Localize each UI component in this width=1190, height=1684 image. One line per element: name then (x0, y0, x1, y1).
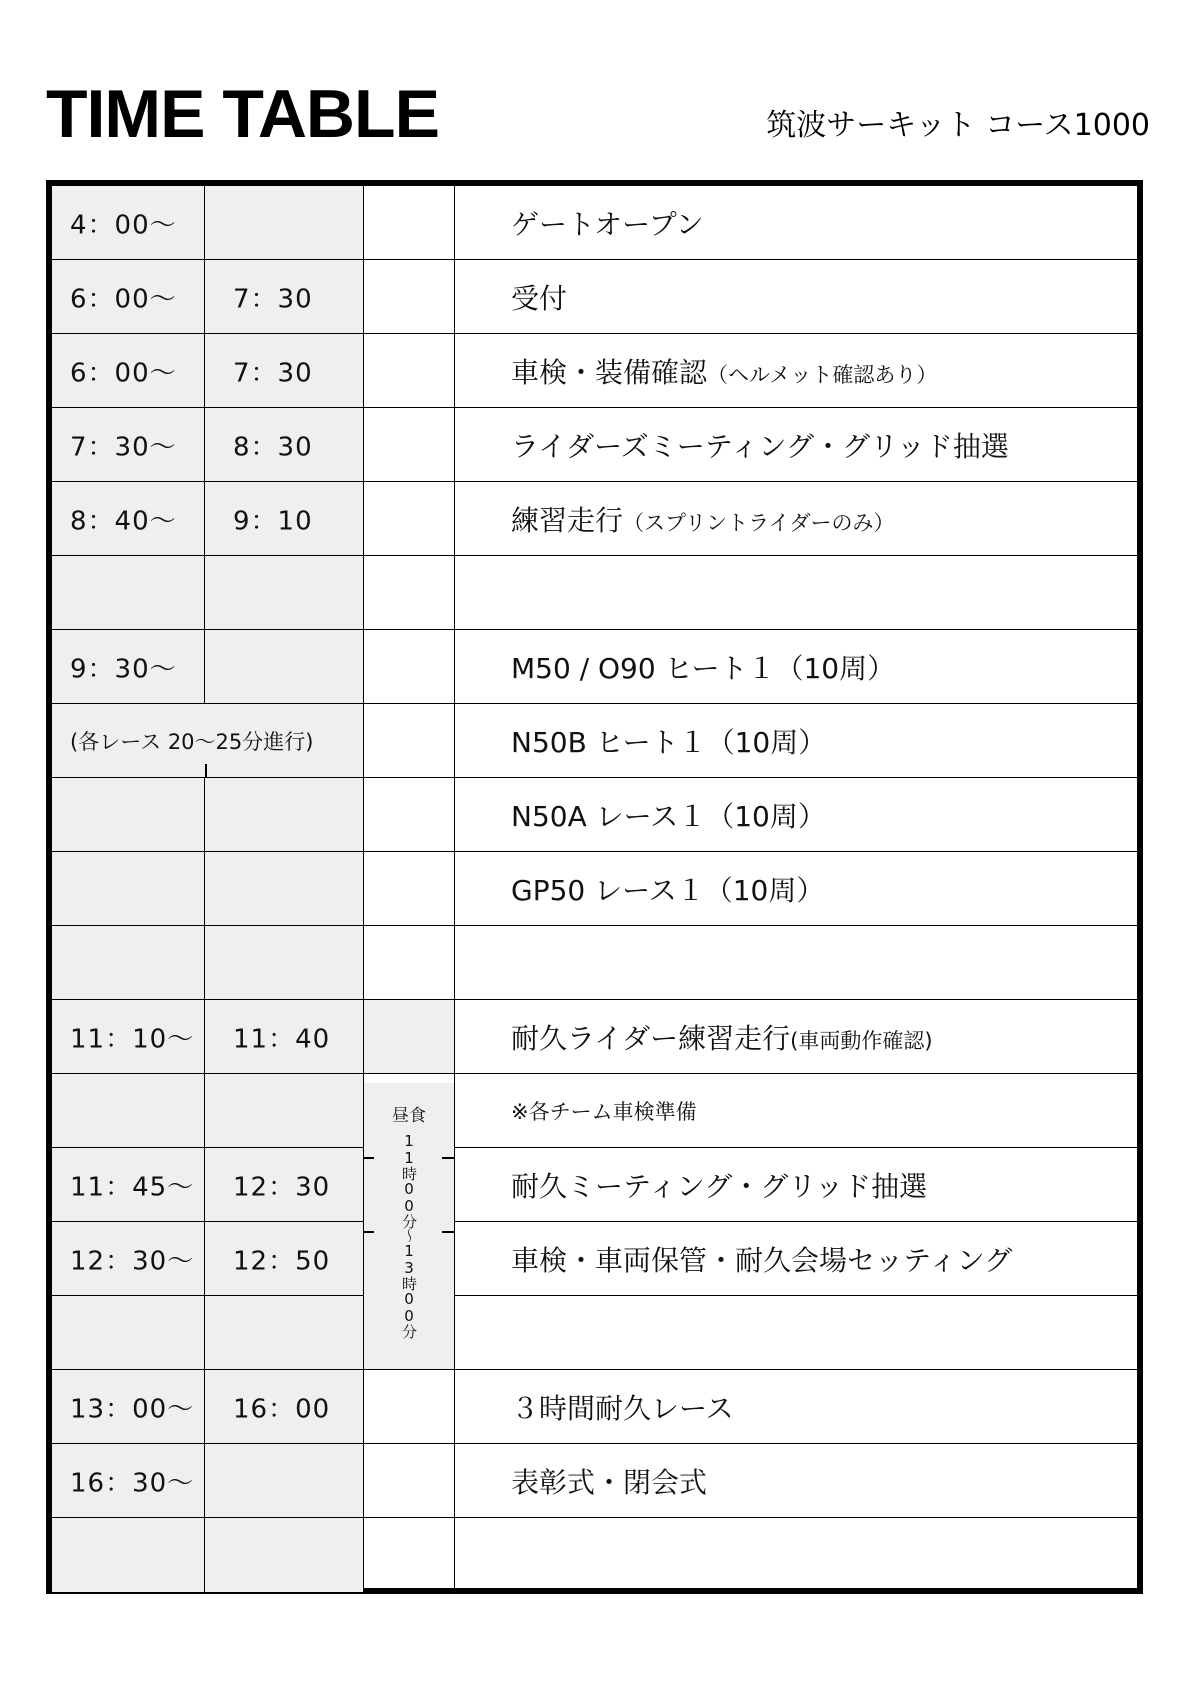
event-name: ライダーズミーティング・グリッド抽選 (511, 429, 1009, 463)
event-name: GP50 レース１（10周） (511, 873, 825, 907)
row-divider (442, 1157, 454, 1159)
start-time-cell (52, 260, 205, 333)
start-time-cell (52, 852, 205, 925)
start-time: 9：30〜 (70, 654, 177, 684)
event-name: 車検・装備確認 (511, 355, 708, 389)
lunch-column-cell (364, 852, 455, 925)
event-cell (455, 630, 1137, 703)
event-cell (455, 1518, 1137, 1592)
start-time-cell (52, 1296, 205, 1369)
end-time: 16：00 (233, 1394, 331, 1424)
lunch-column-cell (364, 926, 455, 999)
lunch-column-cell (364, 260, 455, 333)
end-time: 12：30 (233, 1172, 331, 1202)
table-row (52, 1518, 1137, 1592)
end-time: 7：30 (233, 358, 313, 388)
event-name: 耐久ライダー練習走行 (511, 1021, 791, 1055)
event-note: (車両動作確認) (790, 1028, 933, 1053)
event-cell (455, 1148, 1137, 1221)
lunch-column-cell (364, 1000, 455, 1073)
end-time-cell (205, 1370, 364, 1443)
lunch-column-cell (364, 704, 455, 777)
end-time: 8：30 (233, 432, 313, 462)
event-cell (455, 260, 1137, 333)
end-time-cell (205, 482, 364, 555)
event-name: 耐久ミーティング・グリッド抽選 (511, 1169, 928, 1203)
lunch-column-cell (364, 408, 455, 481)
event-cell (455, 482, 1137, 555)
table-row (52, 1074, 1137, 1148)
end-time-cell (205, 1222, 364, 1295)
lunch-column-cell (364, 556, 455, 629)
table-row (52, 1000, 1137, 1074)
event-name: M50 / O90 ヒート１（10周） (511, 651, 896, 685)
column-tick (205, 764, 207, 778)
table-row (52, 852, 1137, 926)
event-name: ゲートオープン (511, 207, 704, 241)
timetable-rows (52, 186, 1137, 1588)
table-row (52, 186, 1137, 260)
start-time-cell (52, 1222, 205, 1295)
event-cell (455, 556, 1137, 629)
timetable (46, 180, 1143, 1594)
end-time-cell (205, 926, 364, 999)
event-cell (455, 186, 1137, 259)
start-time: 4：00〜 (70, 210, 177, 240)
end-time-cell (205, 260, 364, 333)
table-row (52, 1296, 1137, 1370)
start-time: 13：00〜 (70, 1394, 195, 1424)
lunch-column-cell (364, 186, 455, 259)
end-time-cell (205, 556, 364, 629)
row-divider (364, 1157, 374, 1159)
start-time-cell (52, 1148, 205, 1221)
table-row (52, 408, 1137, 482)
lunch-column-cell (364, 1444, 455, 1517)
start-time: 11：45〜 (70, 1172, 195, 1202)
lunch-column-cell (364, 1518, 455, 1592)
start-time-cell (52, 482, 205, 555)
event-name: 車検・車両保管・耐久会場セッティング (511, 1243, 1013, 1277)
event-cell (455, 1296, 1137, 1369)
race-pace-note: (各レース 20〜25分進行) (70, 729, 314, 754)
start-time-cell (52, 1370, 205, 1443)
event-cell (455, 852, 1137, 925)
lunch-column-cell (364, 482, 455, 555)
start-time-cell (52, 1074, 205, 1147)
end-time-cell (205, 1296, 364, 1369)
end-time-cell (205, 408, 364, 481)
end-time-cell (205, 1148, 364, 1221)
start-time: 6：00〜 (70, 284, 177, 314)
table-row (52, 334, 1137, 408)
event-cell (455, 334, 1137, 407)
start-time-cell (52, 408, 205, 481)
event-cell (455, 1370, 1137, 1443)
lunch-column-cell (364, 1370, 455, 1443)
event-cell (455, 408, 1137, 481)
end-time-cell (205, 186, 364, 259)
event-cell (455, 926, 1137, 999)
event-note: （スプリントライダーのみ） (623, 510, 895, 535)
table-row (52, 926, 1137, 1000)
lunch-label: 昼食 (392, 1106, 426, 1126)
event-cell (455, 778, 1137, 851)
event-name: ※各チーム車検準備 (511, 1099, 697, 1124)
start-time: 6：00〜 (70, 358, 177, 388)
start-time-cell (52, 1000, 205, 1073)
event-name: 練習走行 (511, 503, 624, 537)
start-time: 11：10〜 (70, 1024, 195, 1054)
event-cell (455, 1222, 1137, 1295)
event-name: N50B ヒート１（10周） (511, 725, 827, 759)
table-row (52, 1222, 1137, 1296)
venue-label: 筑波サーキット コース1000 (766, 108, 1150, 143)
event-cell (455, 1000, 1137, 1073)
lunch-column-cell (364, 630, 455, 703)
event-name: 受付 (511, 281, 568, 315)
start-time: 12：30〜 (70, 1246, 195, 1276)
end-time: 11：40 (233, 1024, 331, 1054)
event-cell (455, 1444, 1137, 1517)
lunch-column-cell (364, 334, 455, 407)
page-title: TIME TABLE (46, 76, 439, 152)
end-time: 9：10 (233, 506, 313, 536)
table-row (52, 778, 1137, 852)
start-time: 7：30〜 (70, 432, 177, 462)
end-time-cell (205, 1518, 364, 1592)
table-row (52, 260, 1137, 334)
start-time-cell (52, 1518, 205, 1592)
table-row (52, 630, 1137, 704)
end-time-cell (205, 1444, 364, 1517)
lunch-column-cell (364, 778, 455, 851)
table-row (52, 1148, 1137, 1222)
race-pace-note-cell (52, 704, 364, 777)
end-time-cell (205, 1074, 364, 1147)
table-row (52, 704, 1137, 778)
end-time: 12：50 (233, 1246, 331, 1276)
table-row (52, 482, 1137, 556)
start-time-cell (52, 556, 205, 629)
lunch-time: 11時00分〜13時00分 (400, 1132, 418, 1338)
end-time-cell (205, 778, 364, 851)
event-name: 表彰式・閉会式 (511, 1465, 708, 1499)
end-time-cell (205, 1000, 364, 1073)
event-name: ３時間耐久レース (511, 1391, 734, 1425)
start-time-cell (52, 186, 205, 259)
row-divider (442, 1231, 454, 1233)
start-time: 16：30〜 (70, 1468, 195, 1498)
start-time-cell (52, 334, 205, 407)
event-note: （ヘルメット確認あり） (707, 362, 938, 387)
event-cell (455, 704, 1137, 777)
table-row (52, 1444, 1137, 1518)
event-cell (455, 1074, 1137, 1147)
start-time-cell (52, 926, 205, 999)
start-time-cell (52, 778, 205, 851)
end-time-cell (205, 852, 364, 925)
end-time-cell (205, 630, 364, 703)
start-time-cell (52, 1444, 205, 1517)
start-time-cell (52, 630, 205, 703)
end-time-cell (205, 334, 364, 407)
start-time: 8：40〜 (70, 506, 177, 536)
row-divider (364, 1231, 374, 1233)
event-name: N50A レース１（10周） (511, 799, 826, 833)
table-row (52, 556, 1137, 630)
lunch-block (364, 1083, 455, 1338)
end-time: 7：30 (233, 284, 313, 314)
table-row (52, 1370, 1137, 1444)
